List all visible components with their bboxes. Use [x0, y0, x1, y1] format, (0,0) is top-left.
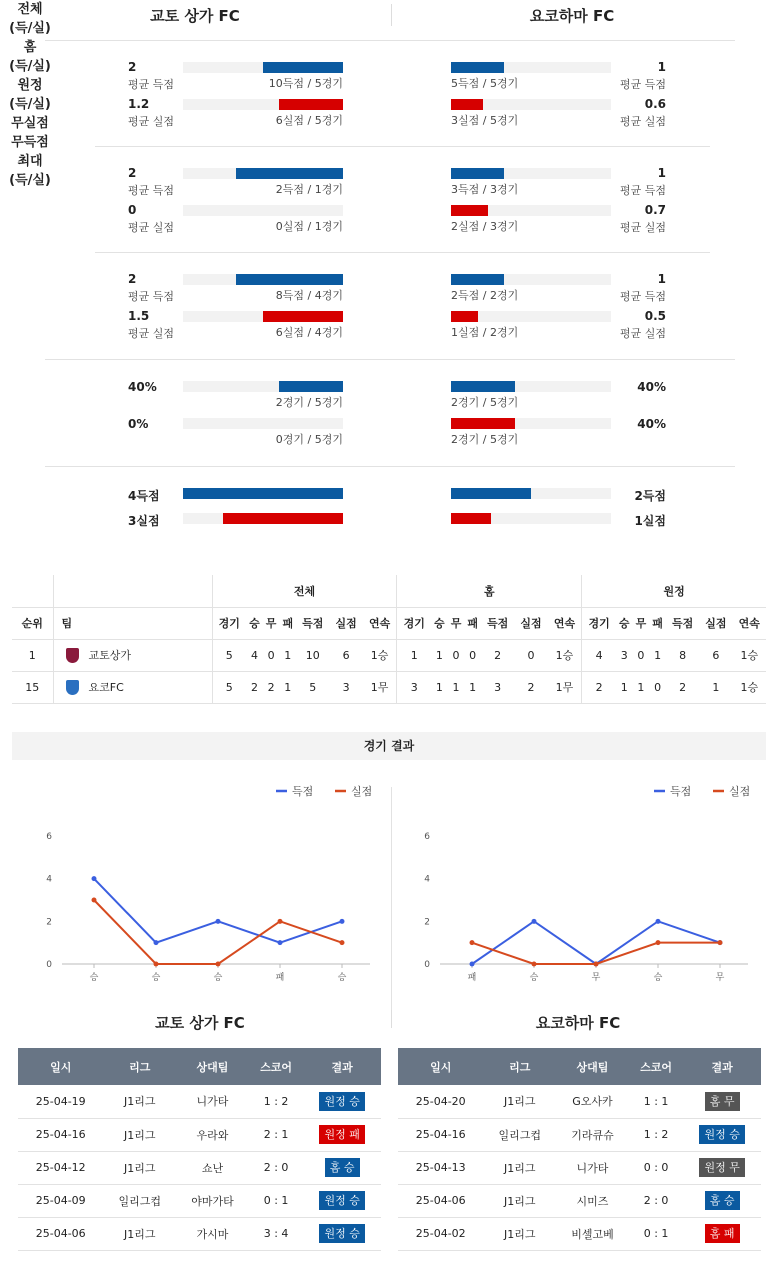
legend-label: 실점: [351, 785, 373, 798]
home-stat-detail: 6실점 / 5경기: [275, 114, 343, 127]
match-league: J1리그: [103, 1151, 176, 1184]
standings-blank: [12, 575, 53, 607]
home-results-title: 교토 상가 FC: [155, 1014, 245, 1032]
standings-table: [12, 575, 766, 704]
match-opponent: 비셀고베: [556, 1217, 629, 1250]
data-point: [532, 962, 537, 967]
standings-cell: 0: [649, 671, 666, 703]
away-stat-bar: [451, 99, 483, 110]
home-pct-value: 40%: [128, 380, 157, 394]
standings-cell: 5: [212, 639, 246, 671]
match-date: 25-04-19: [18, 1085, 103, 1118]
match-opponent: G오사카: [556, 1085, 629, 1118]
away-value-label: 평균 득점: [619, 290, 666, 303]
home-value-label: 평균 득점: [128, 290, 175, 303]
away-stat-bar: [451, 274, 504, 285]
home-results-table: [18, 1048, 381, 1251]
home-max-bar: [223, 513, 343, 524]
match-league: J1리그: [103, 1085, 176, 1118]
away-stat-detail: 3실점 / 5경기: [451, 114, 519, 127]
home-max-value: 3실점: [128, 514, 160, 528]
standings-rank: 15: [12, 671, 53, 703]
standings-col-header: 팀: [53, 607, 212, 639]
away-results-title: 요코하마 FC: [535, 1014, 621, 1032]
home-pct-detail: 0경기 / 5경기: [275, 433, 343, 446]
match-score: 2 : 0: [629, 1184, 684, 1217]
standings-cell: 6: [699, 639, 732, 671]
match-league: 일리그컵: [483, 1118, 556, 1151]
x-tick-label: 패: [275, 973, 285, 983]
pct-label: 무득점: [11, 135, 49, 150]
away-pct-bar: [451, 381, 515, 392]
away-value: 1: [657, 272, 666, 286]
x-tick-label: 승: [151, 973, 161, 983]
match-result: [303, 1184, 381, 1217]
x-tick-label: 무: [715, 973, 725, 983]
y-tick-label: 4: [424, 874, 430, 885]
y-tick-label: 6: [424, 832, 430, 842]
home-stat-detail: 0실점 / 1경기: [275, 220, 343, 233]
home-value: 2: [128, 166, 137, 180]
result-badge: 원정 승: [699, 1125, 744, 1144]
chart-divider: [391, 787, 392, 1027]
match-score: 0 : 1: [629, 1217, 684, 1250]
standings-col-header: 패: [279, 607, 296, 639]
match-score: 0 : 1: [249, 1184, 304, 1217]
standings-col-header: 패: [464, 607, 481, 639]
group-sublabel: (득/실): [9, 21, 51, 36]
result-badge: 원정 무: [699, 1158, 744, 1177]
standings-col-header: 경기: [397, 607, 431, 639]
home-pct-value: 0%: [128, 417, 149, 431]
stats-divider: [95, 252, 710, 253]
match-league: J1리그: [483, 1184, 556, 1217]
results-col-header: 상대팀: [176, 1048, 249, 1085]
standings-cell: 3: [481, 671, 514, 703]
match-result: [303, 1085, 381, 1118]
standings-group-header: 원정: [582, 575, 766, 607]
team-name: 요코FC: [88, 680, 124, 694]
standings-cell: 2: [481, 639, 514, 671]
away-value: 0.7: [644, 203, 666, 217]
standings-col-header: 연속: [733, 607, 766, 639]
away-value-label: 평균 실점: [619, 221, 666, 234]
y-tick-label: 0: [46, 960, 52, 970]
standings-cell: 8: [666, 639, 699, 671]
standings-cell: 4: [582, 639, 616, 671]
standings-col-header: 경기: [582, 607, 616, 639]
match-league: J1리그: [483, 1085, 556, 1118]
results-col-header: 상대팀: [556, 1048, 629, 1085]
result-badge: 원정 승: [319, 1224, 364, 1243]
standings-col-header: 연속: [363, 607, 397, 639]
home-pct-bar: [279, 381, 343, 392]
match-date: 25-04-06: [18, 1217, 103, 1250]
team-name: 교토상가: [88, 648, 132, 662]
data-point: [92, 898, 97, 903]
away-value-label: 평균 실점: [619, 115, 666, 128]
title-divider: [391, 4, 392, 26]
standings-col-header: 순위: [12, 607, 53, 639]
standings-cell: 2: [514, 671, 547, 703]
match-date: 25-04-16: [398, 1118, 483, 1151]
standings-blank: [53, 575, 212, 607]
standings-cell: 1: [699, 671, 732, 703]
y-tick-label: 6: [46, 832, 52, 842]
match-score: 3 : 4: [249, 1217, 304, 1250]
y-tick-label: 2: [46, 917, 52, 928]
match-score: 0 : 0: [629, 1151, 684, 1184]
standings-col-header: 승: [616, 607, 633, 639]
standings-cell: 0: [464, 639, 481, 671]
away-stat-bar: [451, 205, 488, 216]
standings-team: [53, 639, 212, 671]
home-value-label: 평균 득점: [128, 78, 175, 91]
data-point: [532, 919, 537, 924]
match-date: 25-04-09: [18, 1184, 103, 1217]
max-label: 최대: [17, 154, 43, 169]
standings-col-header: 실점: [514, 607, 547, 639]
team-crest-icon: [66, 648, 79, 663]
away-value-label: 평균 득점: [619, 78, 666, 91]
standings-cell: 1: [279, 671, 296, 703]
standings-col-header: 승: [246, 607, 263, 639]
data-point: [470, 940, 475, 945]
standings-group-header: 홈: [397, 575, 582, 607]
y-tick-label: 0: [424, 960, 430, 970]
x-tick-label: 패: [467, 973, 477, 983]
standings-cell: 2: [666, 671, 699, 703]
away-value-label: 평균 실점: [619, 327, 666, 340]
home-value-label: 평균 득점: [128, 184, 175, 197]
match-result: [683, 1085, 761, 1118]
standings-cell: 0: [448, 639, 465, 671]
home-stat-bar: [263, 311, 343, 322]
result-badge: 원정 승: [319, 1092, 364, 1111]
results-col-header: 결과: [303, 1048, 381, 1085]
data-point: [340, 919, 345, 924]
home-stat-bar: [236, 168, 343, 179]
match-date: 25-04-12: [18, 1151, 103, 1184]
standings-cell: 0: [514, 639, 547, 671]
match-opponent: 야마가타: [176, 1184, 249, 1217]
standings-cell: 5: [296, 671, 329, 703]
standings-cell: 1: [448, 671, 465, 703]
series-line: [94, 900, 342, 964]
max-sublabel: (득/실): [9, 173, 51, 188]
away-stat-detail: 3득점 / 3경기: [451, 183, 519, 196]
home-stat-detail: 10득점 / 5경기: [268, 77, 343, 90]
stats-comparison: [0, 0, 772, 528]
standings-cell: 1: [649, 639, 666, 671]
standings-col-header: 득점: [296, 607, 329, 639]
home-max-value: 4득점: [128, 489, 160, 503]
home-stat-detail: 8득점 / 4경기: [275, 289, 343, 302]
away-pct-bar: [451, 418, 515, 429]
home-stat-detail: 2득점 / 1경기: [275, 183, 343, 196]
away-max-bar: [451, 488, 531, 499]
away-value-label: 평균 득점: [619, 184, 666, 197]
results-title-divider: [391, 1010, 392, 1028]
match-opponent: 쇼난: [176, 1151, 249, 1184]
standings-cell: 2: [582, 671, 616, 703]
match-score: 1 : 1: [629, 1085, 684, 1118]
match-score: 1 : 2: [249, 1085, 304, 1118]
match-opponent: 시미즈: [556, 1184, 629, 1217]
away-team-title: 요코하마 FC: [529, 7, 615, 25]
result-badge: 홈 승: [705, 1191, 740, 1210]
standings-cell: 3: [616, 639, 633, 671]
match-date: 25-04-06: [398, 1184, 483, 1217]
standings-cell: 2: [246, 671, 263, 703]
home-value-label: 평균 실점: [128, 327, 175, 340]
match-league: 일리그컵: [103, 1184, 176, 1217]
standings-cell: 1승: [363, 639, 397, 671]
match-score: 2 : 1: [249, 1118, 304, 1151]
results-col-header: 결과: [683, 1048, 761, 1085]
away-pct-detail: 2경기 / 5경기: [451, 433, 519, 446]
results-col-header: 스코어: [629, 1048, 684, 1085]
match-opponent: 니가타: [556, 1151, 629, 1184]
results-col-header: 일시: [18, 1048, 103, 1085]
data-point: [656, 919, 661, 924]
home-stat-bar: [279, 99, 343, 110]
match-date: 25-04-20: [398, 1085, 483, 1118]
group-sublabel: (득/실): [9, 59, 51, 74]
standings-cell: 1: [464, 671, 481, 703]
home-value-label: 평균 실점: [128, 221, 175, 234]
standings-col-header: 무: [263, 607, 280, 639]
data-point: [718, 940, 723, 945]
data-point: [216, 919, 221, 924]
standings-col-header: 연속: [548, 607, 582, 639]
standings-cell: 1승: [733, 639, 766, 671]
results-col-header: 일시: [398, 1048, 483, 1085]
data-point: [656, 940, 661, 945]
away-max-value: 2득점: [634, 489, 666, 503]
home-value-label: 평균 실점: [128, 115, 175, 128]
standings-cell: 0: [633, 639, 650, 671]
home-team-title: 교토 상가 FC: [150, 7, 240, 25]
group-sublabel: (득/실): [9, 97, 51, 112]
match-date: 25-04-13: [398, 1151, 483, 1184]
match-score: 2 : 0: [249, 1151, 304, 1184]
away-pct-detail: 2경기 / 5경기: [451, 396, 519, 409]
y-tick-label: 4: [46, 874, 52, 885]
x-tick-label: 승: [529, 973, 539, 983]
results-col-header: 리그: [483, 1048, 556, 1085]
stats-divider: [95, 146, 710, 147]
standings-col-header: 패: [649, 607, 666, 639]
match-result: [303, 1151, 381, 1184]
away-pct-value: 40%: [637, 417, 666, 431]
away-results-table: [398, 1048, 761, 1251]
x-tick-label: 승: [653, 973, 663, 983]
results-section-title: 경기 결과: [12, 732, 766, 760]
away-max-bar: [451, 513, 491, 524]
standings-cell: 1무: [548, 671, 582, 703]
series-line: [472, 943, 720, 964]
standings-cell: 10: [296, 639, 329, 671]
match-league: J1리그: [103, 1217, 176, 1250]
away-stat-detail: 1실점 / 2경기: [451, 326, 519, 339]
group-label: 홈: [23, 40, 37, 55]
standings-col-header: 득점: [481, 607, 514, 639]
data-point: [154, 940, 159, 945]
home-pct-detail: 2경기 / 5경기: [275, 396, 343, 409]
result-badge: 홈 승: [325, 1158, 360, 1177]
standings-col-header: 실점: [329, 607, 362, 639]
away-stat-detail: 2실점 / 3경기: [451, 220, 519, 233]
match-date: 25-04-16: [18, 1118, 103, 1151]
away-goals-chart: [398, 780, 760, 990]
standings-cell: 3: [397, 671, 431, 703]
stats-divider: [45, 466, 735, 467]
away-stat-detail: 2득점 / 2경기: [451, 289, 519, 302]
group-label: 전체: [17, 2, 43, 17]
series-line: [94, 879, 342, 943]
standings-cell: 1승: [733, 671, 766, 703]
pct-label: 무실점: [11, 116, 49, 131]
match-league: J1리그: [103, 1118, 176, 1151]
standings-cell: 4: [246, 639, 263, 671]
result-badge: 홈 무: [705, 1092, 740, 1111]
standings-team: [53, 671, 212, 703]
team-crest-icon: [66, 680, 79, 695]
away-value: 0.6: [644, 97, 666, 111]
x-tick-label: 승: [213, 973, 223, 983]
legend-label: 득점: [670, 785, 692, 798]
stats-divider: [45, 40, 735, 41]
standings-rank: 1: [12, 639, 53, 671]
result-badge: 홈 패: [705, 1224, 740, 1243]
match-score: 1 : 2: [629, 1118, 684, 1151]
x-tick-label: 무: [591, 973, 601, 983]
home-max-bar: [183, 488, 343, 499]
away-stat-bar: [451, 311, 478, 322]
legend-label: 실점: [729, 785, 751, 798]
standings-col-header: 승: [431, 607, 448, 639]
away-value: 1: [657, 60, 666, 74]
data-point: [154, 962, 159, 967]
y-tick-label: 2: [424, 917, 430, 928]
standings-col-header: 경기: [212, 607, 246, 639]
result-badge: 원정 승: [319, 1191, 364, 1210]
standings-cell: 3: [329, 671, 362, 703]
match-league: J1리그: [483, 1151, 556, 1184]
standings-cell: 1승: [548, 639, 582, 671]
results-col-header: 스코어: [249, 1048, 304, 1085]
data-point: [340, 940, 345, 945]
data-point: [278, 919, 283, 924]
standings-cell: 1: [279, 639, 296, 671]
match-result: [303, 1217, 381, 1250]
away-stat-detail: 5득점 / 5경기: [451, 77, 519, 90]
standings-group-header: 전체: [212, 575, 397, 607]
match-result: [683, 1118, 761, 1151]
standings-cell: 1: [397, 639, 431, 671]
group-label: 원정: [17, 78, 43, 93]
data-point: [278, 940, 283, 945]
match-result: [683, 1184, 761, 1217]
match-opponent: 니가타: [176, 1085, 249, 1118]
match-result: [303, 1118, 381, 1151]
home-stat-track: [183, 205, 343, 216]
match-result: [683, 1151, 761, 1184]
x-tick-label: 승: [89, 973, 99, 983]
standings-cell: 1무: [363, 671, 397, 703]
home-pct-track: [183, 418, 343, 429]
match-opponent: 기라큐슈: [556, 1118, 629, 1151]
match-opponent: 가시마: [176, 1217, 249, 1250]
data-point: [216, 962, 221, 967]
away-stat-bar: [451, 168, 504, 179]
standings-col-header: 실점: [699, 607, 732, 639]
data-point: [92, 876, 97, 881]
standings-cell: 1: [616, 671, 633, 703]
home-value: 1.2: [128, 97, 150, 111]
standings-col-header: 무: [448, 607, 465, 639]
away-pct-value: 40%: [637, 380, 666, 394]
home-value: 2: [128, 60, 137, 74]
standings-col-header: 무: [633, 607, 650, 639]
standings-cell: 0: [263, 639, 280, 671]
home-value: 2: [128, 272, 137, 286]
home-stat-bar: [236, 274, 343, 285]
standings-col-header: 득점: [666, 607, 699, 639]
home-goals-chart: [20, 780, 382, 990]
away-value: 1: [657, 166, 666, 180]
standings-cell: 6: [329, 639, 362, 671]
data-point: [470, 962, 475, 967]
standings-cell: 1: [431, 639, 448, 671]
standings-cell: 5: [212, 671, 246, 703]
data-point: [594, 962, 599, 967]
standings-cell: 1: [431, 671, 448, 703]
standings-cell: 1: [633, 671, 650, 703]
standings-cell: 2: [263, 671, 280, 703]
home-stat-detail: 6실점 / 4경기: [275, 326, 343, 339]
home-value: 1.5: [128, 309, 150, 323]
home-value: 0: [128, 203, 137, 217]
match-result: [683, 1217, 761, 1250]
results-col-header: 리그: [103, 1048, 176, 1085]
away-value: 0.5: [644, 309, 666, 323]
match-league: J1리그: [483, 1217, 556, 1250]
home-stat-bar: [263, 62, 343, 73]
match-date: 25-04-02: [398, 1217, 483, 1250]
x-tick-label: 승: [337, 973, 347, 983]
away-stat-bar: [451, 62, 504, 73]
result-badge: 원정 패: [319, 1125, 364, 1144]
away-max-value: 1실점: [634, 514, 666, 528]
legend-label: 득점: [292, 785, 314, 798]
match-opponent: 우라와: [176, 1118, 249, 1151]
stats-divider: [45, 359, 735, 360]
